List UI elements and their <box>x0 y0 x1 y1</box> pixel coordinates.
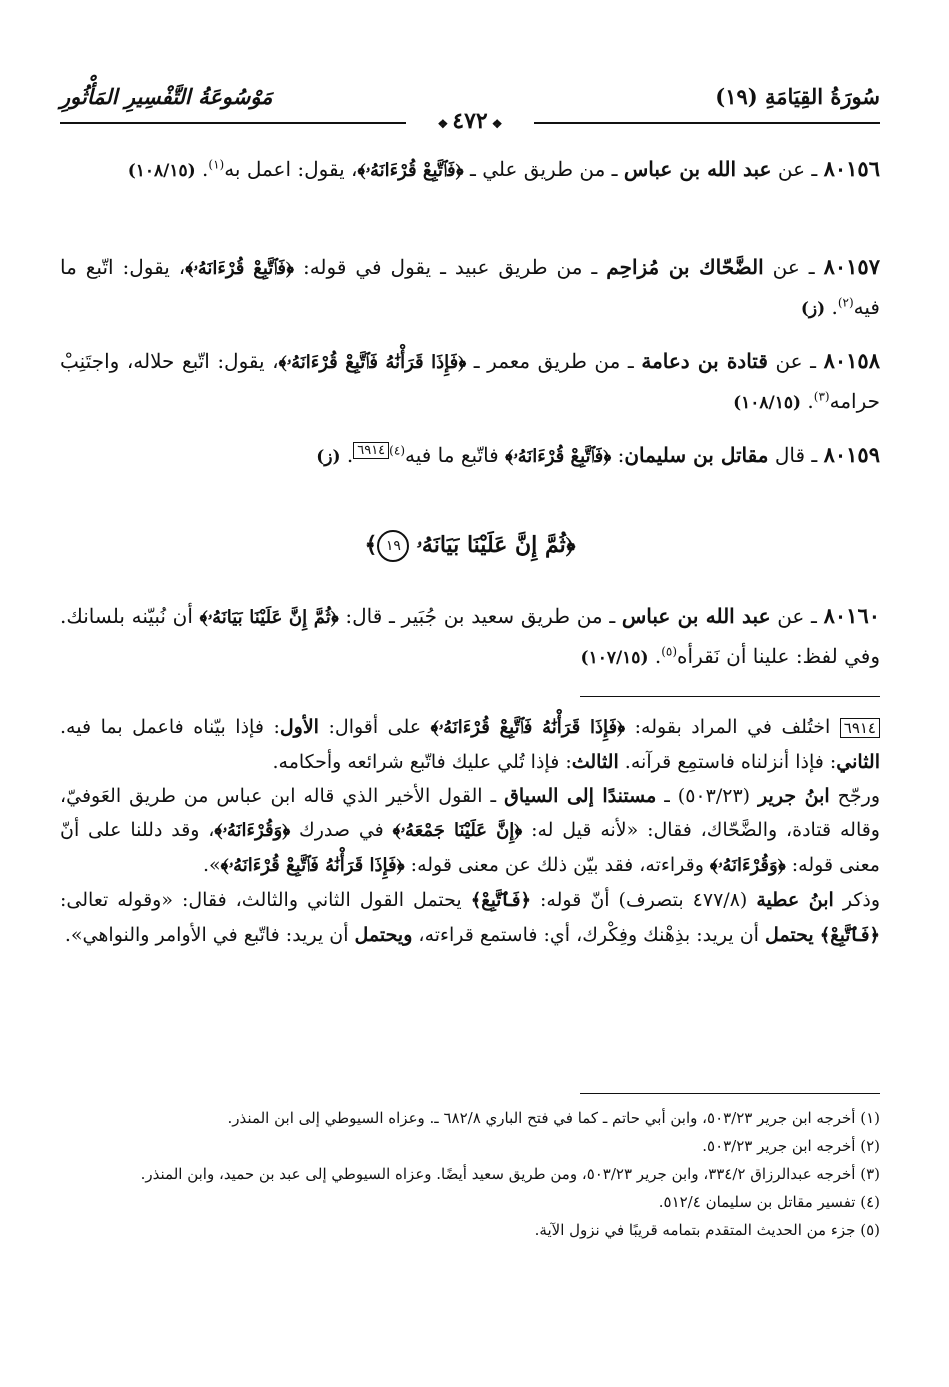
footnote-marker[interactable]: (٣) <box>813 389 830 404</box>
commentary-paragraph <box>60 883 880 953</box>
surah-title: سُورَةُ القِيَامَةِ (١٩) <box>715 84 880 109</box>
narrator: عبد الله بن عباس <box>621 604 771 628</box>
entry-text: ـ قال <box>768 443 824 467</box>
narrator: عبد الله بن عباس <box>623 157 772 181</box>
footnote: (٣) أخرجه عبدالرزاق ٣٣٤/٢، وابن جرير ٥٠٣/٢٣، ومن طريق سعيد أيضًا. وعزاه السيوطي إلى عبد بن حميد، وابن المنذر. <box>140 1165 880 1183</box>
quran-quote: ﴿فَٱتَّبِعْ قُرْءَانَهُۥ﴾ <box>185 258 294 279</box>
entry <box>60 150 880 190</box>
commentary <box>60 710 880 953</box>
commentary-text: أن يريد: بذِهْنك وفِكْرك، أي: فاستمع قراءته، <box>412 924 765 946</box>
entry <box>60 436 880 476</box>
commentary-text: ». <box>202 854 221 876</box>
commentary-emphasis: يحتمل <box>765 924 814 946</box>
narrator: الضَّحّاك بن مُزاحِم <box>606 255 764 279</box>
entry <box>60 597 880 677</box>
entry-text: . <box>195 157 209 181</box>
commentary-text: ـ القول الأخير الذي قاله ابن عباس من طريق العَوفيّ، وقاله قتادة، والضَّحّاك، فقال: «لأنه قيل له: <box>60 785 880 841</box>
page-number <box>412 108 528 134</box>
commentary-text: ورجّح <box>829 785 881 807</box>
cross-ref-box[interactable]: ٦٩١٤ <box>840 718 880 738</box>
entry-text: . <box>340 443 354 467</box>
entry-text: : <box>611 443 625 467</box>
footnote-marker[interactable]: (٢) <box>837 295 854 310</box>
quran-quote: ﴿فَٱتَّبِعْ﴾ <box>470 890 532 911</box>
entry-number: ٨٠١٥٧ <box>823 254 880 279</box>
quran-quote: ﴿فَٱتَّبِعْ﴾ <box>819 925 880 946</box>
section-divider <box>580 696 880 697</box>
quran-quote: ﴿فَٱتَّبِعْ قُرْءَانَهُۥ﴾ <box>505 446 612 467</box>
commentary-text: في صدرك <box>290 819 393 841</box>
footnote: (٢) أخرجه ابن جرير ٥٠٣/٢٣. <box>702 1137 880 1155</box>
entry-text: ـ من طريق علي ـ <box>463 157 624 181</box>
entry-text: . <box>648 644 662 668</box>
footnote: (٥) جزء من الحديث المتقدم بتمامه قريبًا في نزول الآية. <box>534 1221 880 1239</box>
footnotes <box>60 1104 880 1244</box>
opinion-label: الثاني <box>836 751 880 773</box>
footnote: (٤) تفسير مقاتل بن سليمان ٥١٢/٤. <box>658 1193 880 1211</box>
entry-text: . <box>801 389 814 413</box>
footnote-marker[interactable]: (٥) <box>661 644 678 659</box>
entry-text: ، يقول: اتّبع حلاله، واجتَنِبْ حرامه <box>60 349 880 413</box>
quran-quote: ﴿وَقُرْءَانَهُۥ﴾ <box>214 820 291 841</box>
entry-number: ٨٠١٥٨ <box>823 348 880 373</box>
quran-quote: ﴿فَٱتَّبِعْ قُرْءَانَهُۥ﴾ <box>357 160 464 181</box>
entry-text: ـ عن <box>771 157 824 181</box>
entry-number: ٨٠١٥٩ <box>823 442 880 467</box>
footnote-divider <box>580 1093 880 1094</box>
cross-ref-box[interactable]: ٦٩١٤ <box>353 442 389 459</box>
ayah-heading <box>60 530 880 562</box>
quran-quote: ﴿فَإِذَا قَرَأْنَٰهُ فَٱتَّبِعْ قُرْءَانَهُۥ﴾ <box>430 717 626 738</box>
commentary-text: (٥٠٣/٢٣) ـ <box>656 785 759 807</box>
quran-quote: ﴿فَإِذَا قَرَأْنَٰهُ فَٱتَّبِعْ قُرْءَانَهُۥ﴾ <box>278 352 467 373</box>
commentary-text: على أقوال: <box>318 716 431 738</box>
quran-quote: ﴿إِنَّ عَلَيْنَا جَمْعَهُۥ﴾ <box>392 820 523 841</box>
entry-text: ـ من طريق سعيد بن جُبَير ـ قال: <box>338 604 622 628</box>
narrator: مقاتل بن سليمان <box>624 443 769 467</box>
opinion-label: الثالث <box>571 751 619 773</box>
commentary-text: اختُلف في المراد بقوله: <box>625 716 840 738</box>
entry-text: ـ عن <box>767 349 824 373</box>
entry-text: أن نُبيّنه بلسانك. وفي لفظ: علينا أن نَقرأه <box>60 604 880 668</box>
commentary-paragraph <box>60 779 880 883</box>
running-header <box>60 78 880 138</box>
opinion-label: الأول <box>279 716 319 738</box>
source-ref: (١٠٨/١٥) <box>127 161 196 181</box>
book-title: مَوْسُوعَةُ التَّفْسِيرِ المَأْثُورِ <box>60 84 273 109</box>
ornament-icon: ❖ <box>437 117 449 131</box>
entry <box>60 248 880 328</box>
entry-number: ٨٠١٥٦ <box>823 156 880 181</box>
quran-quote: ﴿فَإِذَا قَرَأْنَٰهُ فَٱتَّبِعْ قُرْءَانَهُۥ﴾ <box>220 855 405 876</box>
footnote-marker[interactable]: (٤) <box>389 443 405 458</box>
source-ref: (١٠٨/١٥) <box>733 393 802 413</box>
entry-text: ، يقول: اتّبع ما فيه <box>60 255 880 319</box>
commentary-text: : فإذا أنزلناه فاستمِع قرآنه. <box>618 751 837 773</box>
ayah-text: ﴿ثُمَّ إِنَّ عَلَيْنَا بَيَانَهُۥ <box>416 532 576 558</box>
entry-text: ، يقول: اعمل به <box>224 157 358 181</box>
commentary-emphasis: ويحتمل <box>354 924 413 946</box>
ornament-icon: ❖ <box>491 117 503 131</box>
commentary-text: ، وقد دللنا على أنّ معنى قوله: <box>60 819 880 876</box>
commentary-text: (٤٧٧/٨ بتصرف) أنّ قوله: <box>531 889 757 911</box>
source-ref: (١٠٧/١٥) <box>580 648 649 668</box>
commentary-text: يحتمل القول الثاني والثالث، فقال: «وقوله تعالى: <box>60 889 471 911</box>
ayah-close-bracket: ﴾ <box>364 532 378 558</box>
entry-text: ـ من طريق معمر ـ <box>466 349 642 373</box>
ayah-number: ١٩ <box>377 530 409 562</box>
narrator: قتادة بن دعامة <box>641 349 768 373</box>
footnote: (١) أخرجه ابن جرير ٥٠٣/٢٣، وابن أبي حاتم ـ كما في فتح الباري ٦٨٢/٨ ـ. وعزاه السيوطي إلى ابن المنذر. <box>227 1109 880 1127</box>
page-number-value: ٤٧٢ <box>452 108 488 134</box>
entry-text: ـ عن <box>763 255 824 279</box>
commentary-text: : فإذا تُلي عليك فاتّبع شرائعه وأحكامه. <box>272 751 572 773</box>
commentary-text: وقراءته، فقد بيّن ذلك عن معنى قوله: <box>404 854 710 876</box>
commentary-text: : فإذا بيّناه فاعمل بما فيه. <box>60 716 280 738</box>
commentary-text: أن يريد: فاتّبع في الأوامر والنواهي». <box>64 924 355 946</box>
entry-text: ـ من طريق عبيد ـ يقول في قوله: <box>293 255 607 279</box>
entry-text: . <box>825 295 838 319</box>
header-rule-left <box>60 122 406 124</box>
source-ref: (ز) <box>800 299 826 319</box>
entry-text: ـ عن <box>770 604 824 628</box>
page <box>60 0 880 1387</box>
entry-number: ٨٠١٦٠ <box>823 603 881 628</box>
entry-text: فاتّبع ما فيه <box>405 443 506 467</box>
scholar-name: ابنُ جرير <box>758 785 830 807</box>
quran-quote: ﴿ثُمَّ إِنَّ عَلَيْنَا بَيَانَهُۥ﴾ <box>199 607 339 628</box>
footnote-marker[interactable]: (١) <box>208 157 225 172</box>
scholar-name: ابنُ عطية <box>756 889 834 911</box>
header-rule-right <box>534 122 880 124</box>
commentary-paragraph <box>60 710 880 779</box>
commentary-text: وذكر <box>833 889 880 911</box>
quran-quote: ﴿وَقُرْءَانَهُۥ﴾ <box>709 855 786 876</box>
entry <box>60 342 880 422</box>
source-ref: (ز) <box>316 447 341 467</box>
commentary-emphasis: مستندًا إلى السياق <box>504 785 657 807</box>
